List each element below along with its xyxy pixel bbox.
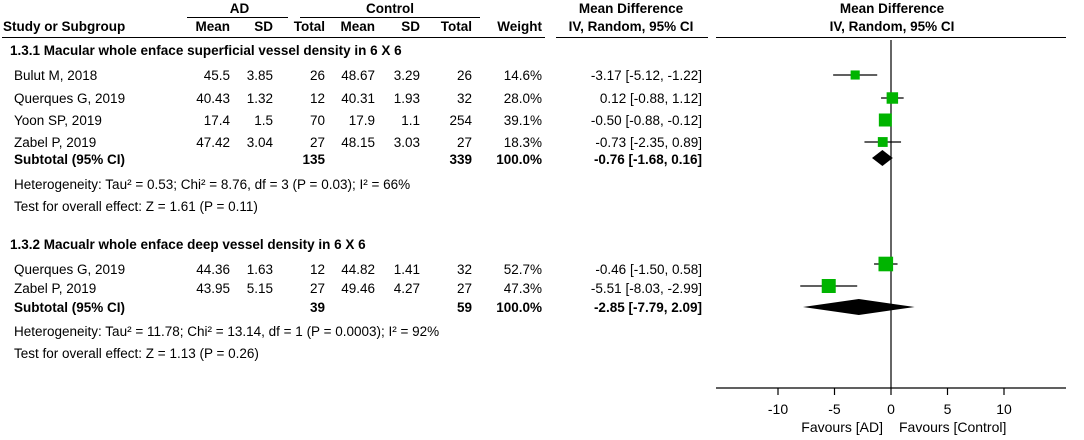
ad-mean: 44.36 xyxy=(196,262,230,277)
overall-effect-text: Test for overall effect: Z = 1.13 (P = 0.26) xyxy=(14,346,259,361)
ad-total: 26 xyxy=(309,68,325,83)
ad-total: 27 xyxy=(309,135,325,150)
control-total: 26 xyxy=(456,68,472,83)
heterogeneity-text: Heterogeneity: Tau² = 11.78; Chi² = 13.14, df = 1 (P = 0.0003); I² = 92% xyxy=(14,324,440,339)
study-marker xyxy=(887,92,898,103)
md-ci: -2.85 [-7.79, 2.09] xyxy=(593,300,702,315)
control-total: 27 xyxy=(456,281,472,296)
group-header-control: Control xyxy=(366,1,414,16)
control-sd: 3.03 xyxy=(393,135,420,150)
md-ci: -3.17 [-5.12, -1.22] xyxy=(590,68,702,83)
weight: 39.1% xyxy=(503,113,542,128)
weight: 14.6% xyxy=(503,68,542,83)
col-c-total-header: Total xyxy=(440,19,472,34)
control-mean: 44.82 xyxy=(341,262,375,277)
weight: 28.0% xyxy=(503,91,542,106)
study-name: Zabel P, 2019 xyxy=(14,135,97,150)
study-name: Zabel P, 2019 xyxy=(14,281,97,296)
study-name: Yoon SP, 2019 xyxy=(14,113,102,128)
summary-diamond xyxy=(803,299,915,315)
study-marker xyxy=(822,279,836,293)
weight: 100.0% xyxy=(496,152,542,167)
control-sd: 4.27 xyxy=(393,281,420,296)
x-tick-label: -10 xyxy=(767,401,789,417)
ad-sd: 3.85 xyxy=(246,68,273,83)
ad-sd: 3.04 xyxy=(246,135,273,150)
ad-total: 12 xyxy=(309,91,325,106)
study-marker xyxy=(879,113,892,126)
x-tick-label: 10 xyxy=(996,401,1012,417)
weight: 52.7% xyxy=(503,262,542,277)
study-marker xyxy=(878,257,893,272)
md-ci: -0.73 [-2.35, 0.89] xyxy=(595,135,702,150)
ad-mean: 43.95 xyxy=(196,281,230,296)
ad-total: 70 xyxy=(309,113,325,128)
ad-sd: 1.32 xyxy=(246,91,273,106)
study-marker xyxy=(851,70,860,79)
x-tick-label: 0 xyxy=(887,401,895,417)
control-total: 254 xyxy=(449,113,472,128)
control-total: 59 xyxy=(456,300,472,315)
heterogeneity-text: Heterogeneity: Tau² = 0.53; Chi² = 8.76, df = 3 (P = 0.03); I² = 66% xyxy=(14,177,411,192)
control-mean: 48.15 xyxy=(341,135,375,150)
study-name: Bulut M, 2018 xyxy=(14,68,98,83)
control-sd: 3.29 xyxy=(393,68,420,83)
control-mean: 40.31 xyxy=(341,91,375,106)
study-name: Querques G, 2019 xyxy=(14,262,126,277)
control-sd: 1.93 xyxy=(393,91,420,106)
ad-sd: 1.5 xyxy=(254,113,273,128)
control-total: 32 xyxy=(456,91,472,106)
ad-total: 12 xyxy=(309,262,325,277)
plot-md-method-header: IV, Random, 95% CI xyxy=(829,19,955,34)
col-c-mean-header: Mean xyxy=(340,19,375,34)
ad-sd: 1.63 xyxy=(246,262,273,277)
study-name: Querques G, 2019 xyxy=(14,91,126,106)
control-total: 32 xyxy=(456,262,472,277)
control-sd: 1.41 xyxy=(393,262,420,277)
control-mean: 17.9 xyxy=(348,113,375,128)
ad-mean: 40.43 xyxy=(196,91,230,106)
ad-mean: 45.5 xyxy=(203,68,230,83)
overall-effect-text: Test for overall effect: Z = 1.61 (P = 0.11) xyxy=(14,199,258,214)
col-ad-total-header: Total xyxy=(293,19,325,34)
ad-total: 27 xyxy=(309,281,325,296)
summary-diamond xyxy=(872,150,893,166)
md-ci: -0.76 [-1.68, 0.16] xyxy=(593,152,702,167)
x-tick-label: 5 xyxy=(943,401,952,417)
md-ci: -0.46 [-1.50, 0.58] xyxy=(595,262,702,277)
col-study-header: Study or Subgroup xyxy=(3,19,126,34)
x-tick-label: -5 xyxy=(828,401,841,417)
ad-total: 39 xyxy=(309,300,325,315)
subtotal-label: Subtotal (95% CI) xyxy=(14,152,126,167)
control-total: 27 xyxy=(456,135,472,150)
subgroup-title: 1.3.1 Macular whole enface superficial vessel density in 6 X 6 xyxy=(10,43,402,58)
md-ci: 0.12 [-0.88, 1.12] xyxy=(599,91,702,106)
weight: 47.3% xyxy=(503,281,542,296)
control-mean: 49.46 xyxy=(341,281,375,296)
md-ci: -0.50 [-0.88, -0.12] xyxy=(590,113,702,128)
control-mean: 48.67 xyxy=(341,68,375,83)
ad-sd: 5.15 xyxy=(246,281,273,296)
weight: 100.0% xyxy=(496,300,542,315)
md-header: Mean Difference xyxy=(578,1,684,16)
favours-ad-label: Favours [AD] xyxy=(801,419,883,435)
subtotal-label: Subtotal (95% CI) xyxy=(14,300,126,315)
weight: 18.3% xyxy=(503,135,542,150)
plot-md-header: Mean Difference xyxy=(839,1,945,16)
control-sd: 1.1 xyxy=(401,113,420,128)
study-marker xyxy=(878,137,888,147)
control-total: 339 xyxy=(449,152,472,167)
md-ci: -5.51 [-8.03, -2.99] xyxy=(590,281,702,296)
ad-mean: 17.4 xyxy=(203,113,230,128)
subgroup-title: 1.3.2 Macualr whole enface deep vessel density in 6 X 6 xyxy=(10,237,366,252)
group-header-ad: AD xyxy=(229,1,250,16)
favours-control-label: Favours [Control] xyxy=(899,419,1007,435)
col-ad-mean-header: Mean xyxy=(195,19,230,34)
col-c-sd-header: SD xyxy=(401,19,420,34)
ad-total: 135 xyxy=(302,152,325,167)
ad-mean: 47.42 xyxy=(196,135,230,150)
col-ad-sd-header: SD xyxy=(254,19,273,34)
col-md-method-header: IV, Random, 95% CI xyxy=(568,19,694,34)
col-weight-header: Weight xyxy=(497,19,542,34)
